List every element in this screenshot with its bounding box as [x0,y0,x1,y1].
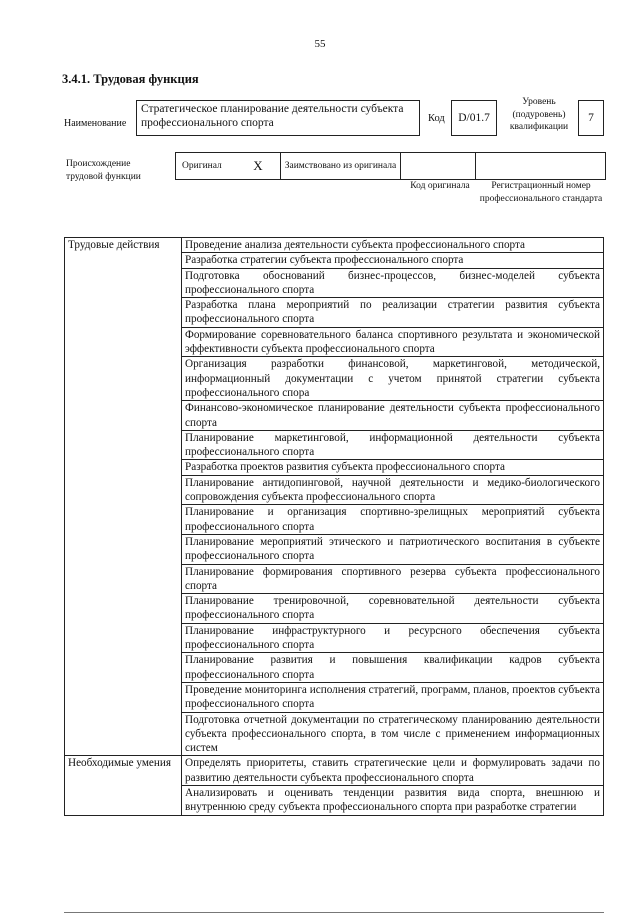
item-cell: Разработка плана мероприятий по реализации стратегии развития субъекта профессионального спорта [182,298,604,328]
qualification-level-field: 7 [578,100,604,136]
function-details-table [64,237,604,816]
section-title: 3.4.1. Трудовая функция [62,72,199,86]
item-cell: Подготовка обоснований бизнес-процессов, бизнес-моделей субъекта профессионального спорта [182,268,604,298]
level-label: Уровень (подуровень) квалификации [509,97,569,132]
original-label: Оригинал [182,161,222,171]
item-cell: Определять приоритеты, ставить стратегические цели и формулировать задачи по развитию деятельности субъекта профессионального спорта [182,756,604,786]
name-label: Наименование [64,118,127,129]
item-cell: Планирование формирования спортивного резерва субъекта профессионального спорта [182,564,604,594]
function-code-field: D/01.7 [451,100,497,136]
item-cell: Разработка стратегии субъекта профессионального спорта [182,253,604,268]
reg-number-cell [476,153,605,179]
item-cell: Проведение мониторинга исполнения стратегий, программ, планов, проектов субъекта профессионального спорта [182,682,604,712]
page-number: 55 [314,38,326,50]
origin-row [175,152,606,180]
original-mark: X [236,153,281,179]
item-cell: Планирование тренировочной, соревновательной деятельности субъекта профессионального спорта [182,594,604,624]
borrowed-label: Заимствовано из оригинала [281,153,401,179]
reg-number-label: Регистрационный номер профессионального стандарта [479,181,603,204]
function-name-field: Стратегическое планирование деятельности субъекта профессионального спорта [136,100,420,136]
item-cell: Организация разработки финансовой, маркетинговой, методической, информационный документации с учетом принятой стратегии субъекта профессионального спора [182,357,604,401]
table-row [65,238,604,253]
category-cell: Трудовые действия [65,238,182,756]
item-cell: Разработка проектов развития субъекта профессионального спорта [182,460,604,475]
item-cell: Планирование развития и повышения квалификации кадров субъекта профессионального спорта [182,653,604,683]
item-cell: Планирование антидопинговой, научной деятельности и медико-биологического сопровождения субъекта профессионального спорта [182,475,604,505]
item-cell: Проведение анализа деятельности субъекта профессионального спорта [182,238,604,253]
category-cell: Необходимые умения [65,756,182,815]
code-original-label: Код оригинала [410,181,470,191]
code-label: Код [428,113,445,124]
item-cell: Формирование соревновательного баланса спортивного результата и экономической эффективности субъекта профессионального спорта [182,327,604,357]
bottom-rule [64,912,604,913]
item-cell: Финансово-экономическое планирование деятельности субъекта профессионального спорта [182,401,604,431]
item-cell: Планирование инфраструктурного и ресурсного обеспечения субъекта профессионального спорта [182,623,604,653]
table-row [65,756,604,786]
origin-label: Происхождение трудовой функции [66,159,141,182]
item-cell: Планирование маркетинговой, информационной деятельности субъекта профессионального спорта [182,430,604,460]
item-cell: Подготовка отчетной документации по стратегическому планированию деятельности субъекта профессионального спорта, в том числе с применением информационных систем [182,712,604,756]
item-cell: Планирование мероприятий этического и патриотического воспитания в субъекте профессионального спорта [182,534,604,564]
item-cell: Планирование и организация спортивно-зрелищных мероприятий субъекта профессионального спорта [182,505,604,535]
item-cell: Анализировать и оценивать тенденции развития вида спорта, внешнюю и внутреннюю среду субъекта профессионального спорта при разработке стратегии [182,785,604,815]
origin-code-cell [401,153,476,179]
